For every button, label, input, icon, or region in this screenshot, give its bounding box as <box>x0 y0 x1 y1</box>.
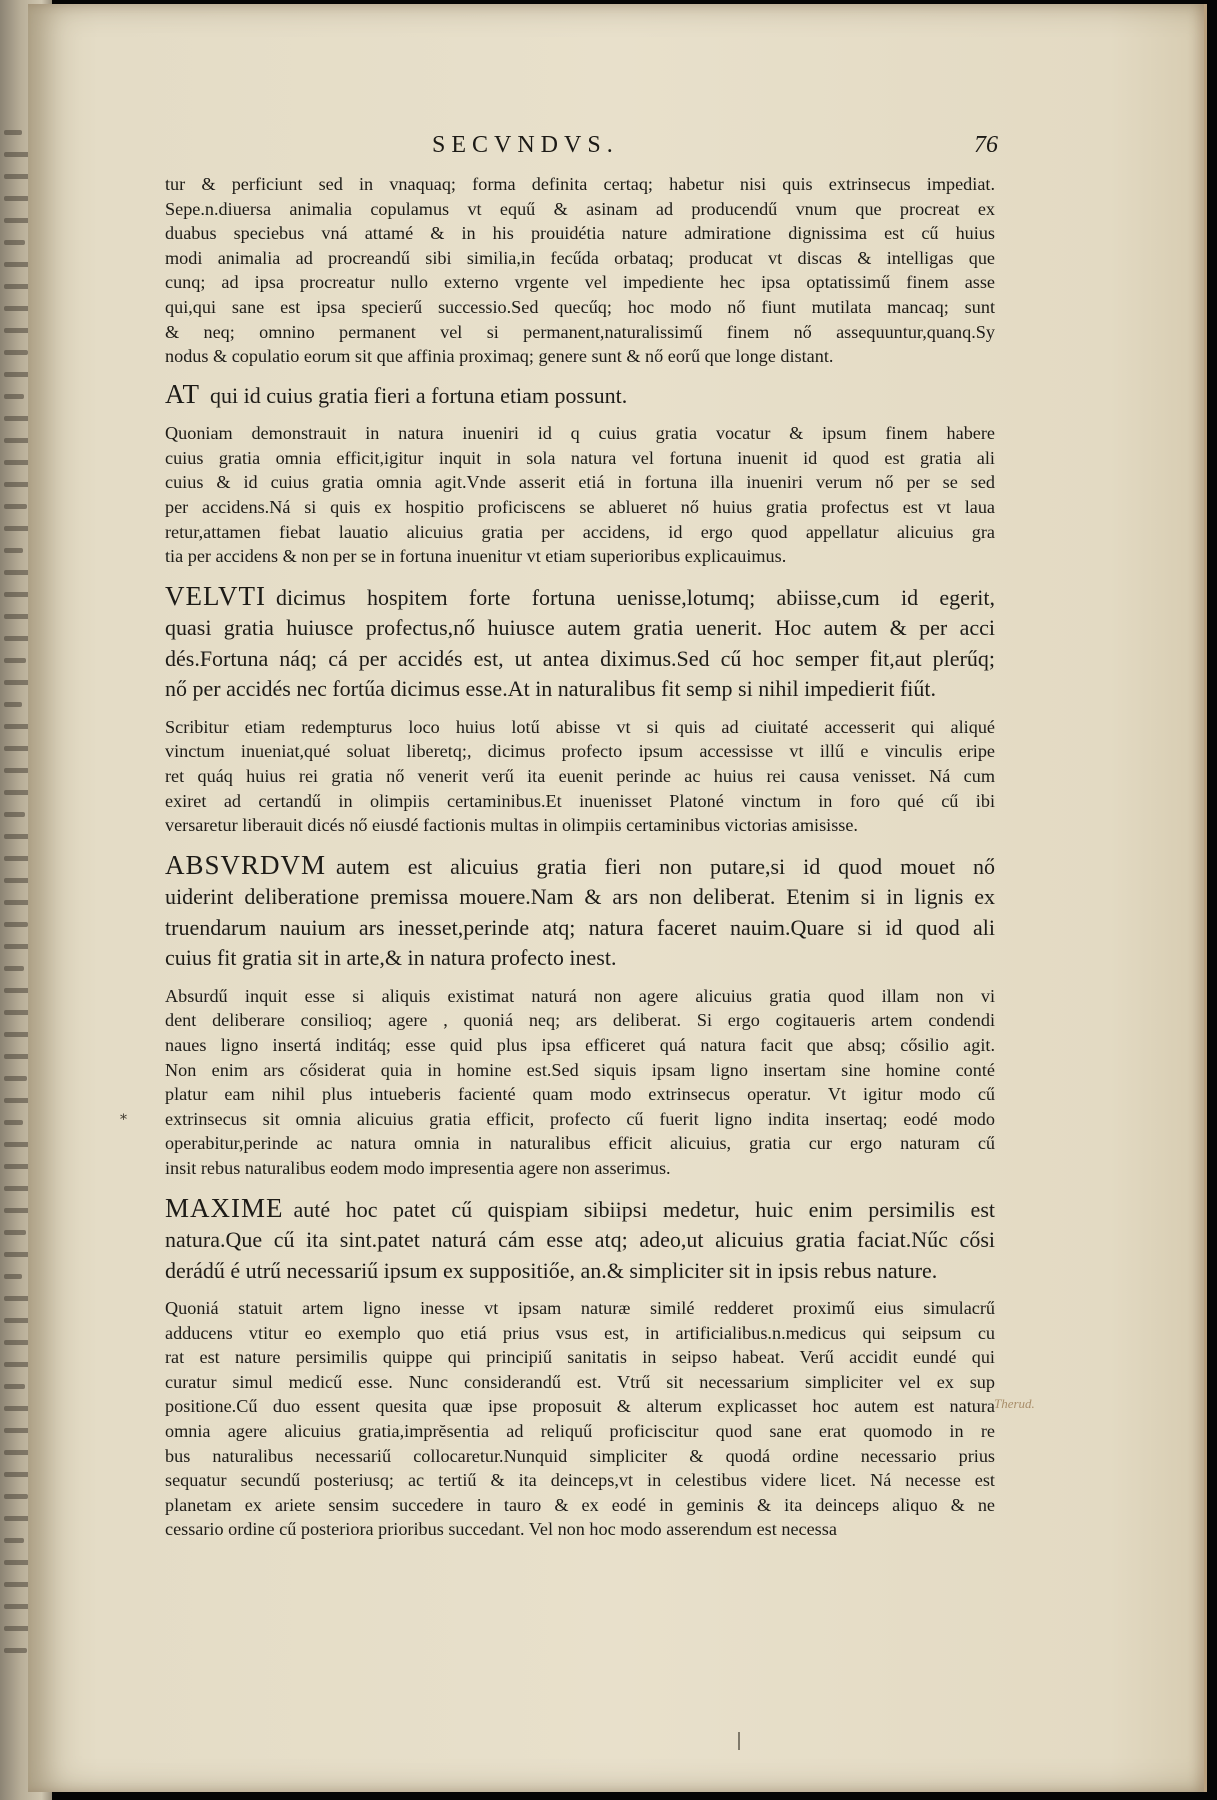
text-line <box>165 379 995 412</box>
line-text: omnia agere alicuius gratia,imprĕsentia ad reliquű proficiscitur quod sane erat quomodo in re <box>165 1421 995 1441</box>
line-text: cuius & id cuius gratia omnia agit.Vnde asserit etiá in fortuna illa inueniri verum nő per se sed <box>165 472 995 493</box>
line-text: truendarum nauium ars inesset,perinde atq; natura faceret nauim.Quare si id quod ali <box>165 914 995 940</box>
main-text-block <box>165 172 995 1554</box>
text-line <box>165 1345 995 1370</box>
text-line <box>165 246 995 271</box>
text-line <box>165 789 995 814</box>
text-line <box>165 320 995 345</box>
marginal-annotation: Therud. <box>994 1396 1035 1411</box>
text-line <box>165 1107 995 1132</box>
lemma-capitals: MAXIME <box>165 1192 284 1223</box>
line-text: curatur simul medicű esse. Nunc considerandű est. Vtrű sit necessarium simpliciter vel ex sup <box>165 1371 995 1392</box>
line-text: retur,attamen fiebat lauatio alicuius gratia per accidens, id ergo quod appellatur alicuius gra <box>165 521 995 542</box>
lemma-capitals: ABSVRDVM <box>165 849 327 880</box>
text-line <box>165 1225 995 1256</box>
text-line <box>165 913 995 944</box>
facing-page-text-fragment <box>4 1032 31 1037</box>
line-text: Scribitur etiam redempturus loco huius lotű abisse vt si quis ad ciuitaté accesserit qui aliqué <box>165 716 995 737</box>
facing-page-text-fragment <box>4 812 25 817</box>
line-text: autem est alicuius gratia fieri non putare,si id quod mouet nő <box>336 853 995 879</box>
facing-page-text-fragment <box>4 394 24 399</box>
line-text: Quoniam demonstrauit in natura inueniri id q cuius gratia vocatur & ipsum finem habere <box>165 423 995 444</box>
line-text: rat est nature persimilis quippe qui principiű sanitatis in seipso habeat. Verű accidit eundé qui <box>165 1347 995 1368</box>
margin-mark: * <box>120 1112 127 1128</box>
book-page <box>28 4 1207 1792</box>
facing-page-text-fragment <box>4 768 29 773</box>
line-text: operabitur,perinde ac natura omnia in naturalibus efficit alicuius, gratia cur ergo naturam cű <box>165 1133 995 1154</box>
facing-page-text-fragment <box>4 1494 28 1499</box>
line-text: & neq; omnino permanent vel si permanent,naturalissimű finem nő assequuntur,quanq.Sy <box>165 321 995 342</box>
lemma-paragraph <box>165 379 995 412</box>
facing-page-text-fragment <box>4 350 28 355</box>
text-line <box>165 1444 995 1469</box>
text-line <box>165 520 995 545</box>
facing-page-text-fragment <box>4 1076 27 1081</box>
facing-page-text-fragment <box>4 1384 25 1389</box>
line-text: naues ligno insertá inditáq; esse quid plus ipsa efficeret quá natura facit que absq; cősilio agit. <box>165 1034 995 1055</box>
text-line <box>165 943 995 974</box>
facing-page-text-fragment <box>4 922 28 927</box>
line-text: nő per accidés nec fortűa dicimus esse.At in naturalibus fit semp si nihil impedierit fiűt. <box>165 676 937 702</box>
commentary-paragraph <box>165 715 995 838</box>
facing-page-text-fragment <box>4 702 22 707</box>
facing-page-text-fragment <box>4 1230 26 1235</box>
text-line <box>165 172 995 197</box>
text-line <box>165 674 995 705</box>
line-text: quasi gratia huiusce profectus,nő huiusce autem gratia uenerit. Hoc autem & per acci <box>165 615 995 641</box>
text-line <box>165 421 995 446</box>
text-line <box>165 1058 995 1083</box>
text-line <box>165 221 995 246</box>
text-line <box>165 1156 995 1181</box>
text-line <box>165 882 995 913</box>
text-line <box>165 270 995 295</box>
text-line <box>165 197 995 222</box>
text-line <box>165 1256 995 1287</box>
line-text: planetam ex ariete sensim succedere in tauro & ex eodé in geminis & ita deinceps aliquo & ne <box>165 1494 995 1515</box>
line-text: tur & perficiunt sed in vnaquaq; forma definita certaq; habetur nisi quis extrinsecus impediat. <box>165 174 995 194</box>
line-text: dés.Fortuna náq; cá per accidés est, ut antea diximus.Sed cű hoc semper fit,aut plerűq; <box>165 645 995 671</box>
text-line <box>165 813 995 838</box>
line-text: per accidens.Ná si quis ex hospitio proficiscens se ablueret nő huius gratia profectus est vt laua <box>165 497 995 518</box>
lemma-paragraph <box>165 1193 995 1287</box>
line-text: qui,qui sane est ipsa specierű successio.Sed quecűq; hoc modo nő fiunt mutilata mancaq; sunt <box>165 296 995 317</box>
facing-page-text-fragment <box>4 1538 24 1543</box>
text-line <box>165 295 995 320</box>
line-text: Sepe.n.diuersa animalia copulamus vt equű & asinam ad producendű vnum que procreat ex <box>165 198 995 219</box>
line-text: qui id cuius gratia fieri a fortuna etiam possunt. <box>210 382 628 408</box>
facing-page-text-fragment <box>4 1604 31 1609</box>
facing-page-text-fragment <box>4 196 29 201</box>
text-line <box>165 764 995 789</box>
line-text: tia per accidens & non per se in fortuna inuenitur vt etiam superioribus explicauimus. <box>165 546 787 567</box>
text-line <box>165 1493 995 1518</box>
line-text: adducens vtitur eo exemplo quo etiá prius vsus est, in artificialibus.n.medicus qui seipsum cu <box>165 1322 995 1343</box>
text-line <box>165 715 995 740</box>
line-text: cessario ordine cű posteriora prioribus succedant. Vel non hoc modo asserendum est necessa <box>165 1519 837 1540</box>
facing-page-text-fragment <box>4 1648 27 1653</box>
commentary-paragraph <box>165 172 995 369</box>
line-text: bus naturalibus necessariű collocaretur.Nunquid simpliciter & quodá ordine necessario prius <box>165 1445 995 1466</box>
text-line <box>165 581 995 614</box>
line-text: natura.Que cű ita sint.patet naturá cám esse atq; adeo,ut alicuius gratia faciat.Nűc cősi <box>165 1227 995 1253</box>
text-line <box>165 1008 995 1033</box>
text-line <box>165 495 995 520</box>
text-line <box>165 613 995 644</box>
line-text: platur eam nihil plus intueberis facienté quam modo extrinsecus operatur. Vt igitur modo cű <box>165 1084 995 1105</box>
line-text: exiret ad certandű in olimpiis certaminibus.Et inuenisset Platoné vinctum in foro qué cű ibi <box>165 790 995 811</box>
line-text: derádű é utrű necessariű ipsum ex suppositiőe, an.& simpliciter sit in ipsis rebus nature. <box>165 1257 938 1283</box>
text-line <box>165 739 995 764</box>
lemma-capitals: AT <box>165 378 200 409</box>
commentary-paragraph <box>165 421 995 569</box>
facing-page-text-fragment <box>4 130 22 135</box>
line-text: nodus & copulatio eorum sit que affinia proximaq; genere sunt & nő eorű que longe distant. <box>165 346 834 367</box>
facing-page-text-fragment <box>4 614 30 619</box>
line-text: extrinsecus sit omnia alicuius gratia efficit, profecto cű fuerit ligno indita insertaq; eodé modo <box>165 1108 995 1129</box>
text-line <box>165 1033 995 1058</box>
facing-page-text-fragment <box>4 240 25 245</box>
line-text: positione.Cű duo essent quesita quæ ipse proposuit & alterum explicasset hoc autem est natura <box>165 1396 995 1417</box>
text-line <box>165 1517 995 1542</box>
text-line <box>165 344 995 369</box>
line-text: vinctum inueniat,qué soluat liberetq;, dicimus profecto ipsum accessisse vt illű e vinculis eripe <box>165 741 995 762</box>
facing-page-text-fragment <box>4 460 31 465</box>
line-text: modi animalia ad procreandű sibi similia,in fecűda orbataq; producat vt discas & intelligas que <box>165 247 995 268</box>
line-text: versaretur liberauit dicés nő eiusdé factionis multas in olimpiis certaminibus victorias amisisse. <box>165 815 858 836</box>
text-line <box>165 1370 995 1395</box>
line-text: insit rebus naturalibus eodem modo impresentia agere non asserimus. <box>165 1157 671 1178</box>
page-header <box>28 132 1204 168</box>
running-head: SECVNDVS. <box>432 132 619 158</box>
line-text: auté hoc patet cű quispiam sibiipsi medetur, huic enim persimilis est <box>293 1196 995 1222</box>
line-text: cuius gratia omnia efficit,igitur inquit in sola natura vel fortuna inuenit id quod est gratia ali <box>165 447 995 468</box>
line-text: uiderint deliberatione premissa mouere.Nam & ars non deliberat. Etenim si in lignis ex <box>165 884 995 910</box>
text-line <box>165 984 995 1009</box>
lemma-paragraph <box>165 581 995 705</box>
bottom-mark <box>738 1732 740 1750</box>
facing-page-text-fragment <box>4 504 27 509</box>
text-line <box>165 1394 995 1419</box>
text-line <box>165 644 995 675</box>
line-text: Quoniá statuit artem ligno inesse vt ipsam naturæ similé redderet proximű eius simulacrű <box>165 1298 995 1319</box>
text-line <box>165 850 995 883</box>
facing-page-text-fragment <box>4 658 26 663</box>
text-line <box>165 1296 995 1321</box>
text-line <box>165 1131 995 1156</box>
line-text: cuius fit gratia sit in arte,& in natura profecto inest. <box>165 945 617 971</box>
text-line <box>165 470 995 495</box>
line-text: sequatur secundű posteriusq; ac tertiű & ita deinceps,vt in celestibus videre licet. Ná necesse est <box>165 1470 995 1491</box>
commentary-paragraph <box>165 1296 995 1542</box>
line-text: ret quáq huius rei gratia nő venerit verű ita euenit perinde ac huius rei causa venisset. Ná cum <box>165 766 995 786</box>
lemma-paragraph <box>165 850 995 974</box>
line-text: cunq; ad ipsa procreatur nullo externo vrgente vel impediente hec ipsa optatissimű finem asse <box>165 272 995 293</box>
text-line <box>165 1193 995 1226</box>
facing-page-text-fragment <box>4 1120 23 1125</box>
facing-page-text-fragment <box>4 1186 30 1191</box>
facing-page-text-fragment <box>4 1274 22 1279</box>
facing-page-text-fragment <box>4 548 23 553</box>
text-line <box>165 1321 995 1346</box>
text-line <box>165 1468 995 1493</box>
line-text: dicimus hospitem forte fortuna uenisse,lotumq; abiisse,cum id egerit, <box>276 584 995 610</box>
line-text: Absurdű inquit esse si aliquis existimat naturá non agere alicuius gratia quod illam non vi <box>165 985 995 1006</box>
line-text: dent deliberare consilioq; agere , quoniá neq; ars deliberat. Si ergo cogitaueris artem condendi <box>165 1010 995 1031</box>
text-line <box>165 544 995 569</box>
commentary-paragraph <box>165 984 995 1181</box>
facing-page-text-fragment <box>4 966 24 971</box>
folio-number: 76 <box>974 132 998 158</box>
line-text: duabus speciebus vná attamé & in his prouidétia nature admiratione dignissima est cű huius <box>165 223 995 244</box>
text-line <box>165 1082 995 1107</box>
line-text: Non enim ars cősiderat quia in homine est.Sed siquis ipsam ligno insertam sine homine conté <box>165 1059 995 1080</box>
text-line <box>165 446 995 471</box>
text-line <box>165 1419 995 1444</box>
facing-page-text-fragment <box>4 1340 29 1345</box>
lemma-capitals: VELVTI <box>165 580 266 611</box>
